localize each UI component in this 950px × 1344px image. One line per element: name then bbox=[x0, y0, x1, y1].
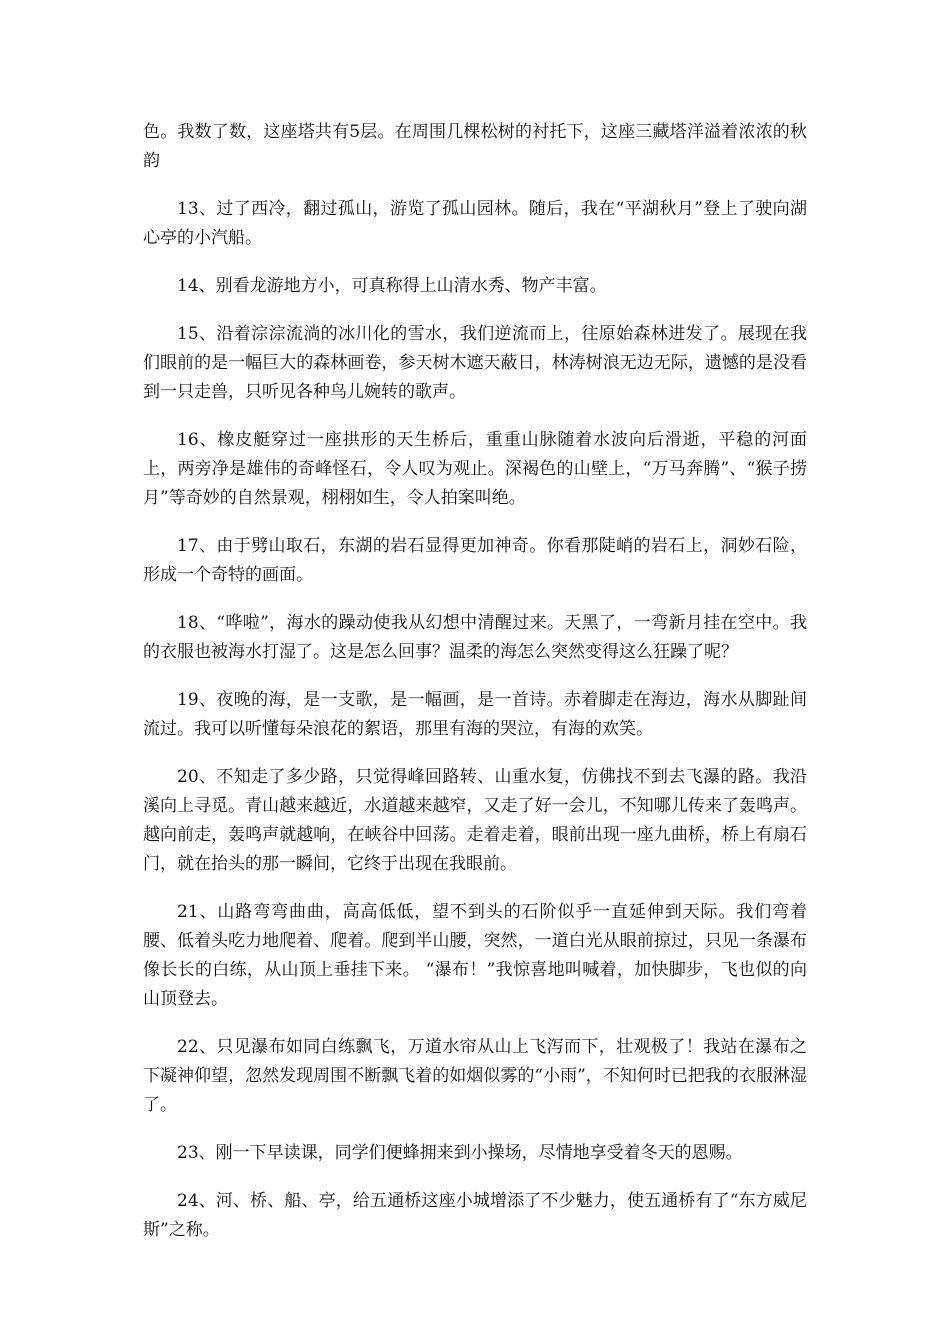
paragraph-continuation: 色。我数了数，这座塔共有5层。在周围几棵松树的衬托下，这座三藏塔洋溢着浓浓的秋韵 bbox=[143, 122, 807, 171]
paragraph-13: 13、过了西冷，翻过孤山，游览了孤山园林。随后，我在“平湖秋月”登上了驶向湖心亭的小汽船。 bbox=[143, 199, 807, 248]
paragraph-20: 20、不知走了多少路，只觉得峰回路转、山重水复，仿佛找不到去飞瀑的路。我沿溪向上寻觅。青山越来越近，水道越来越窄，又走了好一会儿，不知哪儿传来了轰鸣声。越向前走，轰鸣声就越响，在峡谷中回荡。走着走着，眼前出现一座九曲桥，桥上有扇石门，就在抬头的那一瞬间，它终于出现在我眼前。 bbox=[143, 767, 807, 874]
paragraph-18: 18、“哗啦”，海水的躁动使我从幻想中清醒过来。天黑了，一弯新月挂在空中。我的衣服也被海水打湿了。这是怎么回事？温柔的海怎么突然变得这么狂躁了呢？ bbox=[143, 613, 807, 662]
paragraph-24: 24、河、桥、船、亭，给五通桥这座小城增添了不少魅力，使五通桥有了“东方威尼斯”之称。 bbox=[143, 1191, 807, 1240]
paragraph-19: 19、夜晚的海，是一支歌，是一幅画，是一首诗。赤着脚走在海边，海水从脚趾间流过。我可以听懂每朵浪花的絮语，那里有海的哭泣，有海的欢笑。 bbox=[143, 690, 807, 739]
document-body bbox=[143, 118, 807, 1264]
paragraph-16: 16、橡皮艇穿过一座拱形的天生桥后，重重山脉随着水波向后滑逝，平稳的河面上，两旁净是雄伟的奇峰怪石，令人叹为观止。深褐色的山壁上，“万马奔腾”、“猴子捞月”等奇妙的自然景观，栩栩如生，令人拍案叫绝。 bbox=[143, 430, 807, 508]
paragraph-17: 17、由于劈山取石，东湖的岩石显得更加神奇。你看那陡峭的岩石上，洞妙石险，形成一个奇特的画面。 bbox=[143, 536, 807, 585]
paragraph-23: 23、刚一下早读课，同学们便蜂拥来到小操场，尽情地享受着冬天的恩赐。 bbox=[177, 1143, 743, 1163]
paragraph-21: 21、山路弯弯曲曲，高高低低，望不到头的石阶似乎一直延伸到天际。我们弯着腰、低着头吃力地爬着、爬着。爬到半山腰，突然，一道白光从眼前掠过，只见一条瀑布像长长的白练，从山顶上垂挂下来。 “瀑布！”我惊喜地叫喊着，加快脚步，飞也似的向山顶登去。 bbox=[143, 902, 807, 1009]
paragraph-15: 15、沿着淙淙流淌的冰川化的雪水，我们逆流而上，往原始森林进发了。展现在我们眼前的是一幅巨大的森林画卷，参天树木遮天蔽日，林涛树浪无边无际，遗憾的是没看到一只走兽，只听见各种鸟儿婉转的歌声。 bbox=[143, 324, 807, 402]
paragraph-22: 22、只见瀑布如同白练飘飞，万道水帘从山上飞泻而下，壮观极了！我站在瀑布之下凝神仰望，忽然发现周围不断飘飞着的如烟似雾的“小雨”，不知何时已把我的衣服淋湿了。 bbox=[143, 1037, 807, 1115]
paragraph-14: 14、别看龙游地方小，可真称得上山清水秀、物产丰富。 bbox=[177, 276, 607, 296]
